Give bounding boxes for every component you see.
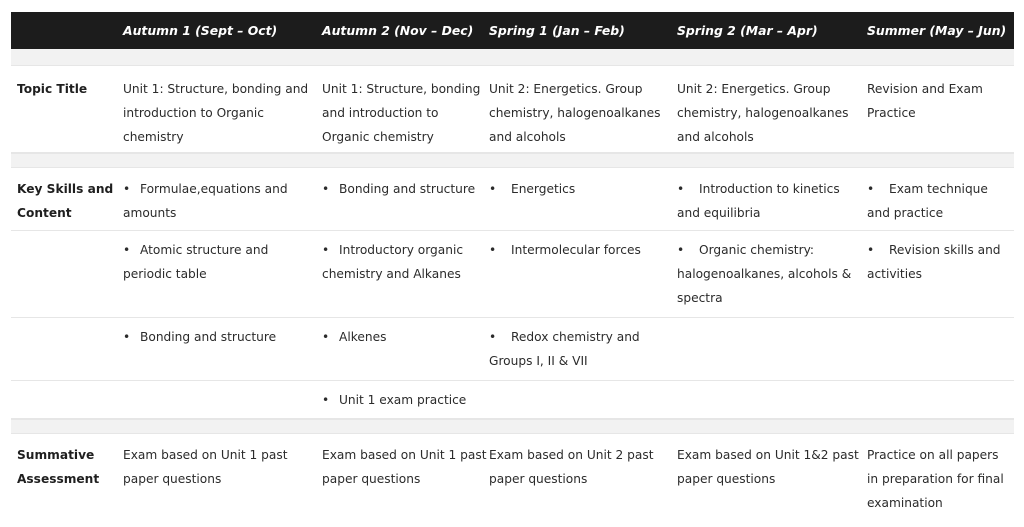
row-divider bbox=[11, 49, 1014, 66]
table-header-row bbox=[11, 12, 1014, 49]
table-row-key-skills-3 bbox=[11, 318, 1014, 381]
assessment-cell: Exam based on Unit 1&2 past paper questions bbox=[677, 448, 859, 486]
topic-cell: Unit 2: Energetics. Group chemistry, halogenoalkanes and alcohols bbox=[489, 82, 661, 144]
table-row-key-skills-1 bbox=[11, 168, 1014, 231]
skill-item: • Redox chemistry and Groups I, II & VII bbox=[489, 330, 640, 368]
header-cell-spring-1: Spring 1 (Jan – Feb) bbox=[489, 23, 625, 38]
assessment-cell: Exam based on Unit 2 past paper questions bbox=[489, 448, 654, 486]
table-row-summative-assessment bbox=[11, 434, 1014, 524]
skill-item: • Bonding and structure bbox=[322, 182, 475, 196]
row-label-key-skills: Key Skills and Content bbox=[17, 182, 114, 220]
assessment-cell: Exam based on Unit 1 past paper questions bbox=[322, 448, 487, 486]
table-row-topic-title bbox=[11, 66, 1014, 153]
table-row-key-skills-4 bbox=[11, 381, 1014, 419]
skill-item: • Introduction to kinetics and equilibria bbox=[677, 182, 840, 220]
curriculum-table bbox=[11, 12, 1014, 524]
assessment-cell: Practice on all papers in preparation for final examination bbox=[867, 448, 1004, 510]
skill-item: • Organic chemistry: halogenoalkanes, alcohols & spectra bbox=[677, 243, 851, 305]
row-label-topic-title: Topic Title bbox=[17, 82, 88, 96]
skill-item: • Exam technique and practice bbox=[867, 182, 988, 220]
header-cell-autumn-1: Autumn 1 (Sept – Oct) bbox=[123, 23, 278, 38]
skill-item: • Introductory organic chemistry and Alkanes bbox=[322, 243, 463, 281]
topic-cell: Revision and Exam Practice bbox=[867, 82, 983, 120]
header-cell-autumn-2: Autumn 2 (Nov – Dec) bbox=[322, 23, 474, 38]
row-divider bbox=[11, 419, 1014, 434]
header-cell-spring-2: Spring 2 (Mar – Apr) bbox=[677, 23, 818, 38]
skill-item: • Bonding and structure bbox=[123, 330, 276, 344]
skill-item: • Unit 1 exam practice bbox=[322, 393, 466, 407]
table-row-key-skills-2 bbox=[11, 231, 1014, 318]
row-label-summative-assessment: Summative Assessment bbox=[17, 448, 100, 486]
skill-item: • Alkenes bbox=[322, 330, 386, 344]
header-cell-summer: Summer (May – Jun) bbox=[867, 23, 1007, 38]
assessment-cell: Exam based on Unit 1 past paper questions bbox=[123, 448, 288, 486]
topic-cell: Unit 1: Structure, bonding and introduction to Organic chemistry bbox=[123, 82, 309, 144]
skill-item: • Intermolecular forces bbox=[489, 243, 641, 257]
topic-cell: Unit 2: Energetics. Group chemistry, halogenoalkanes and alcohols bbox=[677, 82, 849, 144]
skill-item: • Atomic structure and periodic table bbox=[123, 243, 268, 281]
skill-item: • Formulae,equations and amounts bbox=[123, 182, 288, 220]
topic-cell: Unit 1: Structure, bonding and introduction to Organic chemistry bbox=[322, 82, 481, 144]
row-divider bbox=[11, 153, 1014, 168]
skill-item: • Energetics bbox=[489, 182, 575, 196]
skill-item: • Revision skills and activities bbox=[867, 243, 1001, 281]
